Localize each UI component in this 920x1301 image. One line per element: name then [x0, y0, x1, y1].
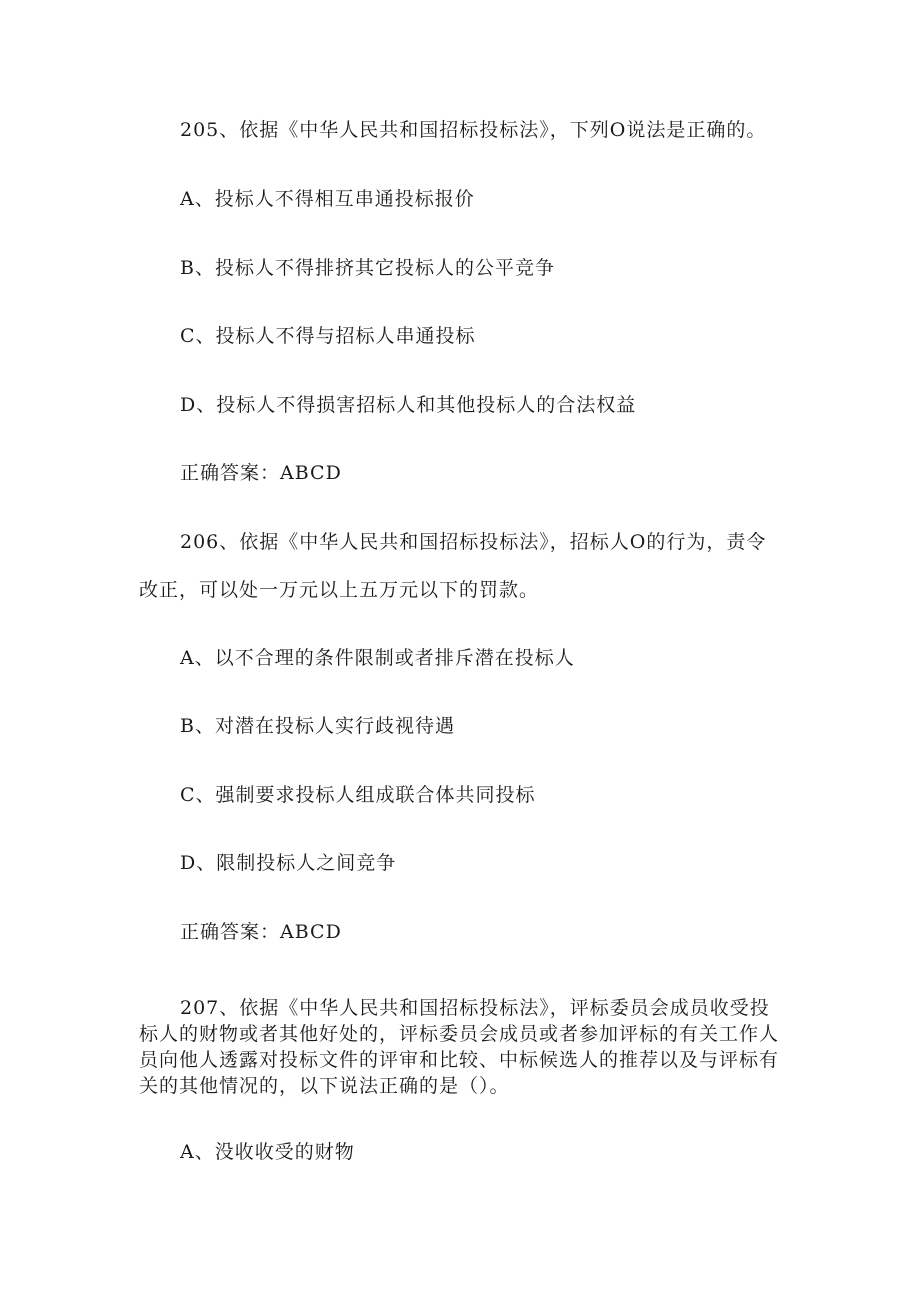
- question-207-stem-line1: 207、依据《中华人民共和国招标投标法》，评标委员会成员收受投: [180, 997, 770, 1019]
- question-206-stem-line2: 改正，可以处一万元以上五万元以下的罚款。: [139, 579, 540, 601]
- question-205-answer: 正确答案：ABCD: [180, 462, 342, 484]
- question-205-option-c: C、投标人不得与招标人串通投标: [180, 325, 476, 347]
- question-205-option-b: B、投标人不得排挤其它投标人的公平竞争: [180, 257, 555, 279]
- question-207-stem-line2: 标人的财物或者其他好处的，评标委员会成员或者参加评标的有关工作人: [139, 1023, 780, 1045]
- question-205-stem: 205、依据《中华人民共和国招标投标法》，下列O说法是正确的。: [180, 119, 767, 141]
- question-206-stem-line1: 206、依据《中华人民共和国招标投标法》，招标人O的行为，责令: [180, 531, 767, 553]
- question-206-option-c: C、强制要求投标人组成联合体共同投标: [180, 784, 536, 806]
- question-206-option-b: B、对潜在投标人实行歧视待遇: [180, 715, 455, 737]
- question-207-stem-line3: 员向他人透露对投标文件的评审和比较、中标候选人的推荐以及与评标有: [139, 1049, 780, 1071]
- question-207-stem-line4: 关的其他情况的，以下说法正确的是（）。: [139, 1075, 510, 1097]
- question-206-answer: 正确答案：ABCD: [180, 921, 342, 943]
- question-206-option-d: D、限制投标人之间竞争: [180, 852, 397, 874]
- question-206-option-a: A、以不合理的条件限制或者排斥潜在投标人: [180, 647, 575, 669]
- question-207-option-a: A、没收收受的财物: [180, 1141, 355, 1163]
- question-205-option-a: A、投标人不得相互串通投标报价: [180, 188, 475, 210]
- question-205-option-d: D、投标人不得损害招标人和其他投标人的合法权益: [180, 394, 637, 416]
